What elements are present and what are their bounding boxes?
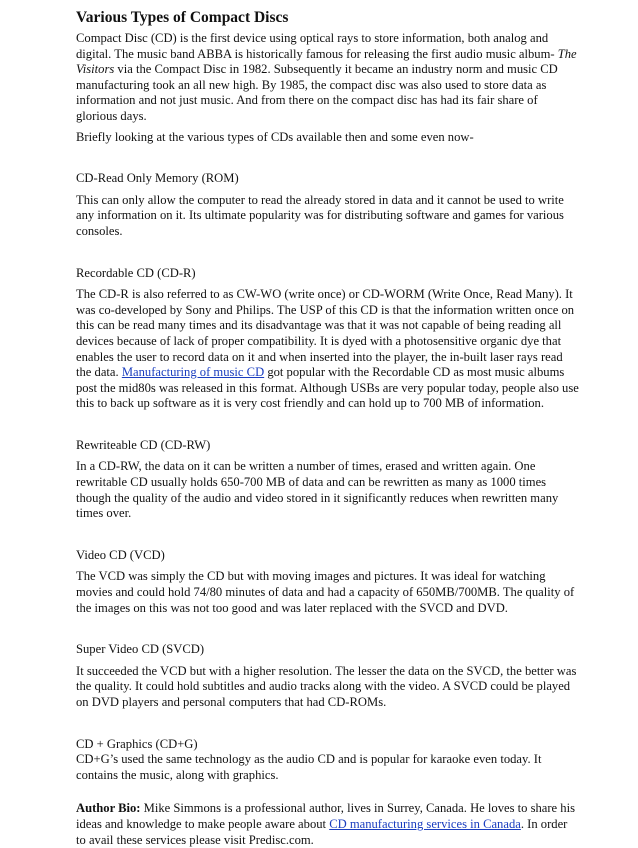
- section-body-cd-rom: This can only allow the computer to read the already stored in data and it cannot be used to write any information on it. Its ultimate popularity was for distributing software and games for various consoles.: [76, 192, 564, 238]
- section-body-cd-g: CD+G’s used the same technology as the audio CD and is popular for karaoke even today. It contains the music, along with graphics.: [76, 752, 542, 782]
- section-heading-cd-r: Recordable CD (CD-R): [76, 265, 196, 280]
- author-bio-label: Author Bio:: [76, 801, 141, 816]
- lead-paragraph: Briefly looking at the various types of CDs available then and some even now-: [76, 129, 474, 144]
- section-heading-cd-rw: Rewriteable CD (CD-RW): [76, 437, 211, 452]
- intro-paragraph: [76, 31, 580, 125]
- intro-text-2: via the Compact Disc in 1982. Subsequently it became an industry norm and music CD manufacturing took an all new high. By 1985, the compact disc was also used to store data as information and not just music. And from there on the compact disc has had its fair share of glorious days.: [76, 62, 558, 123]
- section-heading-cd-g: CD + Graphics (CD+G): [76, 736, 198, 751]
- cd-r-text-2: got popular with the Recordable CD as most music albums post the mid80s was released in this format. Although USBs are very popular today, people also use this to back up software as it is very cost friendly and can hold up to 700 MB of information.: [76, 365, 579, 411]
- section-heading-svcd: Super Video CD (SVCD): [76, 642, 205, 657]
- manufacturing-music-cd-link[interactable]: Manufacturing of music CD: [121, 365, 265, 380]
- section-heading-cd-rom: CD-Read Only Memory (ROM): [76, 171, 239, 186]
- intro-text-1: Compact Disc (CD) is the first device using optical rays to store information, both analog and digital. The music band ABBA is historically famous for releasing the first audio music album-: [76, 31, 558, 61]
- section-body-cd-rw: In a CD-RW, the data on it can be written a number of times, erased and written again. One rewritable CD usually holds 650-700 MB of data and can be rewritten as many as 1000 times though the quality of the audio and video stored in it significantly reduces when rewritten many times over.: [76, 459, 559, 521]
- author-bio-text-2: . In order to avail these services please visit Predisc.com.: [76, 816, 568, 847]
- album-name: The Visitors: [76, 46, 577, 77]
- cd-manufacturing-canada-link[interactable]: CD manufacturing services in Canada: [329, 816, 521, 831]
- section-body-vcd: The VCD was simply the CD but with moving images and pictures. It was ideal for watching movies and could hold 74/80 minutes of data and had a capacity of 650MB/700MB. The quality of the images on this was not too good and was later replaced with the SVCD and DVD.: [76, 569, 575, 615]
- page-title: Various Types of Compact Discs: [76, 9, 289, 26]
- author-bio-paragraph: [76, 801, 580, 848]
- section-body-svcd: It succeeded the VCD but with a higher resolution. The lesser the data on the SVCD, the better was the quality. It could hold subtitles and audio tracks along with the video. A SVCD could be played on DVD players and personal computers that had CD-ROMs.: [76, 663, 577, 709]
- cd-r-text-1: The CD-R is also referred to as CW-WO (write once) or CD-WORM (Write Once, Read Many). It was co-developed by Sony and Philips. The USP of this CD is that the information written once on this can be read many times and its disadvantage was that it was not capable of being reading all devices because of lack of proper compatibility. It is dyed with a photosensitive organic dye that enables the user to record data on it and when inserted into the player, the in-built laser rays read the data.: [76, 287, 575, 380]
- section-body-cd-r: [76, 287, 580, 412]
- author-bio-text-1: Mike Simmons is a professional author, lives in Surrey, Canada. He loves to share his ideas and knowledge to make people aware about: [76, 801, 575, 831]
- section-heading-vcd: Video CD (VCD): [76, 547, 165, 562]
